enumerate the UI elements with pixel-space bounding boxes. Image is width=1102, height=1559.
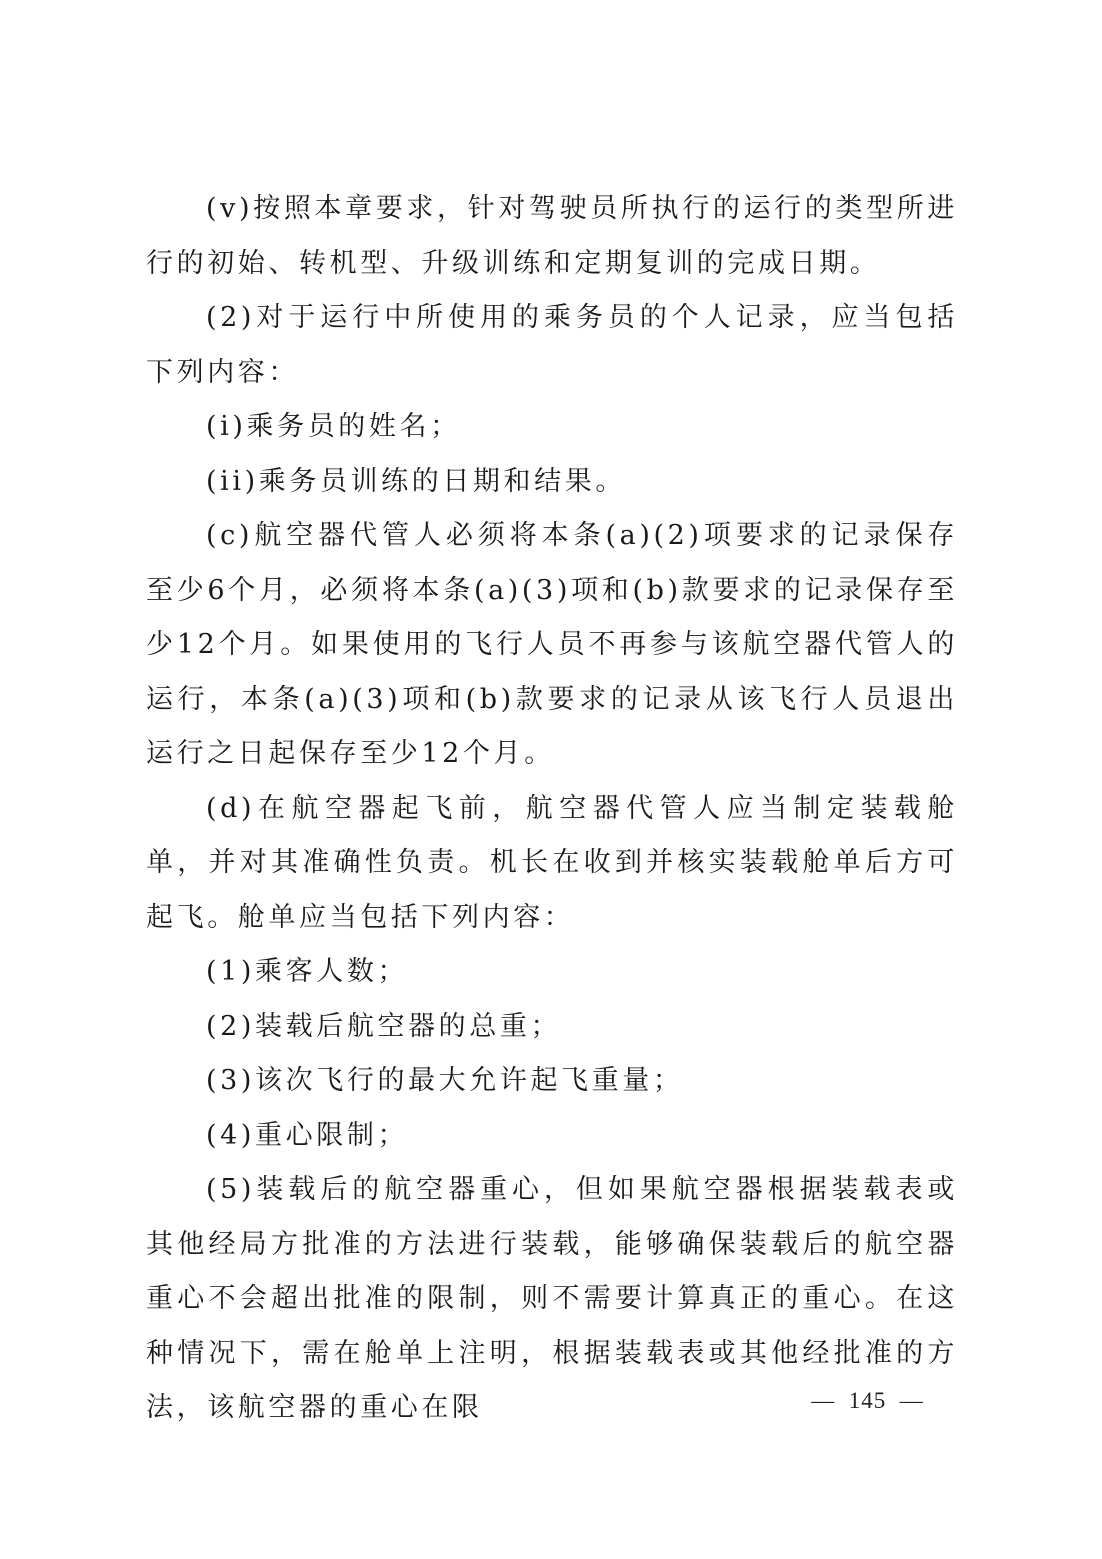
- paragraph-4-cg-limits: (4)重心限制；: [206, 1119, 409, 1151]
- paragraph-v-training-completion: (v)按照本章要求，针对驾驶员所执行的运行的类型所进行的初始、转机型、升级训练和定期复训的完成日期。: [146, 193, 958, 279]
- paragraph-5-loaded-cg: (5)装载后的航空器重心，但如果航空器根据装载表或其他经局方批准的方法进行装载，能够确保装载后的航空器重心不会超出批准的限制，则不需要计算真正的重心。在这种情况下，需在舱单上注明，根据装载表或其他经批准的方法，该航空器的重心在限: [146, 1174, 958, 1423]
- paragraph-3-max-takeoff-weight: (3)该次飞行的最大允许起飞重量；: [206, 1065, 684, 1096]
- paragraph-2-crew-records: (2)对于运行中所使用的乘务员的个人记录，应当包括下列内容：: [146, 302, 958, 388]
- page-number: — 145 —: [811, 1388, 924, 1413]
- paragraph-d-load-manifest: (d)在航空器起飞前，航空器代管人应当制定装载舱单，并对其准确性负责。机长在收到并核实装载舱单后方可起飞。舱单应当包括下列内容：: [146, 792, 958, 933]
- paragraph-i-crew-name: (i)乘务员的姓名；: [206, 411, 461, 442]
- paragraph-ii-crew-training: (ii)乘务员训练的日期和结果。: [206, 465, 626, 497]
- paragraph-2-gross-weight: (2)装载后航空器的总重；: [206, 1010, 562, 1042]
- paragraph-1-passenger-count: (1)乘客人数；: [206, 956, 409, 987]
- document-body: [146, 182, 958, 1436]
- paragraph-c-record-retention: (c)航空器代管人必须将本条(a)(2)项要求的记录保存至少6个月，必须将本条(a)(3)项和(b)款要求的记录保存至少12个月。如果使用的飞行人员不再参与该航空器代管人的运行，本条(a)(3)项和(b)款要求的记录从该飞行人员退出运行之日起保存至少12个月。: [146, 520, 958, 769]
